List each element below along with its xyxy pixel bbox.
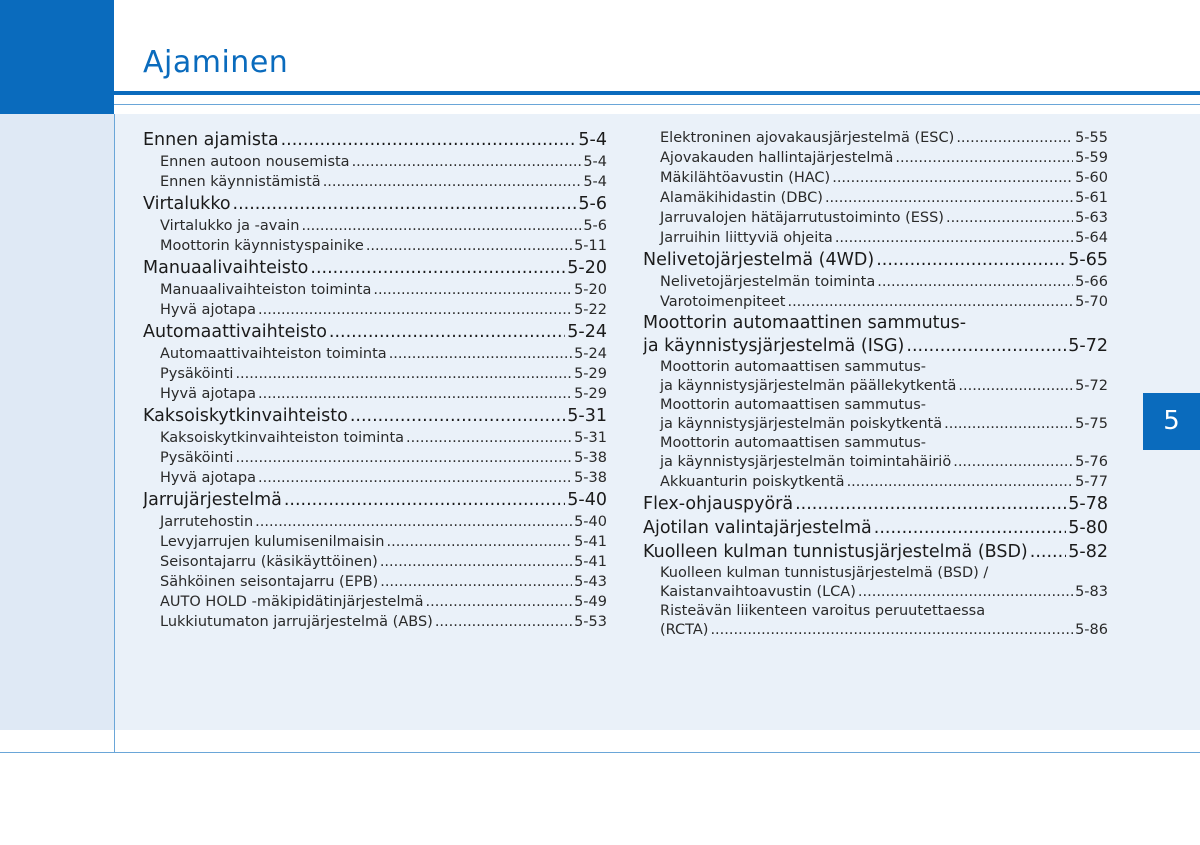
toc-entry[interactable]: Akkuanturin poiskytkentä ..... 5-77 (643, 472, 1108, 492)
toc-entry[interactable]: Elektroninen ajovakausjärjestelmä (ESC) ..... 5-55 (643, 128, 1108, 148)
toc-entry[interactable]: Manuaalivaihteisto ..... 5-20 (143, 256, 607, 280)
toc-entry[interactable]: Ennen käynnistämistä ..... 5-4 (143, 172, 607, 192)
toc-entry[interactable]: ja käynnistysjärjestelmä (ISG) ..... 5-72 (643, 334, 1108, 358)
toc-entry[interactable]: Flex-ohjauspyörä ..... 5-78 (643, 492, 1108, 516)
page-title: Ajaminen (143, 45, 289, 80)
toc-entry[interactable]: Virtalukko ja -avain ..... 5-6 (143, 216, 607, 236)
toc-entry-first-line[interactable]: Moottorin automaattisen sammutus- (660, 435, 927, 451)
bottom-divider (0, 752, 1200, 753)
toc-entry[interactable]: Nelivetojärjestelmä (4WD) ..... 5-65 (643, 248, 1108, 272)
toc-entry[interactable]: Ajotilan valintajärjestelmä ..... 5-80 (643, 516, 1108, 540)
toc-entry[interactable]: Sähköinen seisontajarru (EPB) ..... 5-43 (143, 572, 607, 592)
toc-entry[interactable]: Kaksoiskytkinvaihteiston toiminta ..... 5-31 (143, 428, 607, 448)
toc-entry[interactable]: Levyjarrujen kulumisenilmaisin ..... 5-41 (143, 532, 607, 552)
toc-entry-first-line[interactable]: Risteävän liikenteen varoitus peruutettaessa (660, 603, 986, 619)
toc-entry[interactable]: Moottorin käynnistyspainike ..... 5-11 (143, 236, 607, 256)
toc-entry[interactable]: Varotoimenpiteet ..... 5-70 (643, 292, 1108, 312)
toc-entry[interactable]: Alamäkihidastin (DBC) ..... 5-61 (643, 188, 1108, 208)
left-margin-strip (0, 114, 114, 730)
toc-entry[interactable]: Lukkiutumaton jarrujärjestelmä (ABS) ..... 5-53 (143, 612, 607, 632)
toc-entry[interactable]: Ajovakauden hallintajärjestelmä ..... 5-59 (643, 148, 1108, 168)
toc-right-column (643, 128, 1108, 640)
toc-entry[interactable]: Jarrutehostin ..... 5-40 (143, 512, 607, 532)
toc-entry-first-line[interactable]: Kuolleen kulman tunnistusjärjestelmä (BSD) / (660, 565, 989, 581)
toc-entry[interactable]: Hyvä ajotapa ..... 5-29 (143, 384, 607, 404)
toc-entry[interactable]: Seisontajarru (käsikäyttöinen) ..... 5-41 (143, 552, 607, 572)
toc-entry[interactable]: Ennen autoon nousemista ..... 5-4 (143, 152, 607, 172)
toc-entry[interactable]: Pysäköinti ..... 5-29 (143, 364, 607, 384)
toc-entry[interactable]: AUTO HOLD -mäkipidätinjärjestelmä ..... 5-49 (143, 592, 607, 612)
toc-entry[interactable]: Jarruvalojen hätäjarrutustoiminto (ESS) ..... 5-63 (643, 208, 1108, 228)
toc-entry[interactable]: Mäkilähtöavustin (HAC) ..... 5-60 (643, 168, 1108, 188)
toc-entry[interactable]: Kaistanvaihtoavustin (LCA) ..... 5-83 (643, 583, 1108, 602)
corner-block (0, 0, 114, 114)
toc-entry[interactable]: Manuaalivaihteiston toiminta ..... 5-20 (143, 280, 607, 300)
toc-entry[interactable]: Automaattivaihteiston toiminta ..... 5-24 (143, 344, 607, 364)
toc-entry[interactable]: Automaattivaihteisto ..... 5-24 (143, 320, 607, 344)
toc-entry[interactable]: Kuolleen kulman tunnistusjärjestelmä (BSD) ..... 5-82 (643, 540, 1108, 564)
toc-entry[interactable]: Ennen ajamista ..... 5-4 (143, 128, 607, 152)
toc-entry[interactable]: ja käynnistysjärjestelmän päällekytkentä ..... 5-72 (643, 377, 1108, 396)
header-rule-thin (114, 104, 1200, 105)
toc-entry-first-line[interactable]: Moottorin automaattinen sammutus- (643, 313, 967, 333)
toc-entry[interactable]: ja käynnistysjärjestelmän poiskytkentä ..... 5-75 (643, 415, 1108, 434)
toc-entry[interactable]: ja käynnistysjärjestelmän toimintahäiriö ..... 5-76 (643, 453, 1108, 472)
toc-entry-first-line[interactable]: Moottorin automaattisen sammutus- (660, 397, 927, 413)
header-rule (114, 91, 1200, 95)
toc-entry[interactable]: Hyvä ajotapa ..... 5-22 (143, 300, 607, 320)
toc-entry-first-line[interactable]: Moottorin automaattisen sammutus- (660, 359, 927, 375)
toc-entry[interactable]: Pysäköinti ..... 5-38 (143, 448, 607, 468)
toc-entry[interactable]: (RCTA) ..... 5-86 (643, 621, 1108, 640)
toc-entry[interactable]: Jarrujärjestelmä ..... 5-40 (143, 488, 607, 512)
chapter-tab[interactable]: 5 (1143, 393, 1200, 450)
toc-left-column (143, 128, 607, 632)
toc-entry[interactable]: Kaksoiskytkinvaihteisto ..... 5-31 (143, 404, 607, 428)
toc-entry[interactable]: Nelivetojärjestelmän toiminta ..... 5-66 (643, 272, 1108, 292)
toc-entry[interactable]: Hyvä ajotapa ..... 5-38 (143, 468, 607, 488)
toc-entry[interactable]: Virtalukko ..... 5-6 (143, 192, 607, 216)
toc-entry[interactable]: Jarruihin liittyviä ohjeita ..... 5-64 (643, 228, 1108, 248)
margin-divider (114, 114, 115, 753)
